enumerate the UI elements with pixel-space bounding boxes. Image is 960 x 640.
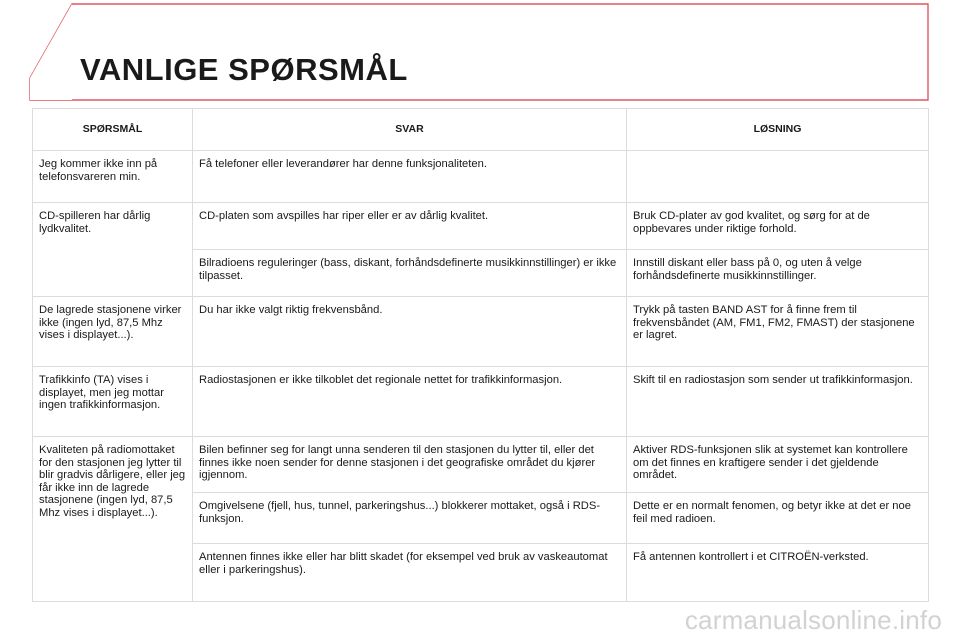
answer-text: Radiostasjonen er ikke tilkoblet det regionale nettet for trafikkinformasjon. bbox=[199, 374, 563, 386]
solution-text: Trykk på tasten BAND AST for å finne frem til frekvensbåndet (AM, FM1, FM2, FMAST) der stasjonene er lagret. bbox=[633, 304, 915, 342]
table-row bbox=[33, 437, 929, 493]
table-row bbox=[33, 367, 929, 437]
solution-text: Innstill diskant eller bass på 0, og uten å velge forhåndsdefinerte musikkinnstillinger. bbox=[633, 257, 862, 282]
answer-cell bbox=[193, 203, 627, 250]
answer-text: Bilen befinner seg for langt unna senderen til den stasjonen du lytter til, eller det finnes ikke noen sender for denne stasjonen i det geografiske området du kjører igjennom. bbox=[199, 444, 596, 482]
answer-text: Du har ikke valgt riktig frekvensbånd. bbox=[199, 304, 383, 316]
question-cell bbox=[33, 297, 193, 367]
solution-text: Skift til en radiostasjon som sender ut trafikkinformasjon. bbox=[633, 374, 913, 386]
solution-cell bbox=[627, 250, 929, 297]
table-row bbox=[33, 203, 929, 250]
watermark-text: carmanualsonline.info bbox=[684, 605, 942, 635]
question-text: Trafikkinfo (TA) vises i displayet, men jeg mottar ingen trafikkinformasjon. bbox=[39, 374, 164, 412]
question-cell bbox=[33, 151, 193, 203]
answer-cell bbox=[193, 437, 627, 493]
solution-cell bbox=[627, 151, 929, 203]
column-header-answer: SVAR bbox=[193, 109, 627, 151]
table-row bbox=[33, 297, 929, 367]
answer-cell bbox=[193, 367, 627, 437]
solution-cell bbox=[627, 493, 929, 544]
answer-text: Få telefoner eller leverandører har denne funksjonaliteten. bbox=[199, 158, 487, 170]
question-cell bbox=[33, 437, 193, 602]
solution-cell bbox=[627, 203, 929, 250]
column-header-solution: LØSNING bbox=[627, 109, 929, 151]
question-cell bbox=[33, 203, 193, 297]
answer-text: Bilradioens reguleringer (bass, diskant, forhåndsdefinerte musikkinnstillinger) er ikke tilpasset. bbox=[199, 257, 617, 282]
faq-table bbox=[32, 108, 929, 602]
question-text: Kvaliteten på radiomottaket for den stasjonen jeg lytter til blir gradvis dårligere, eller jeg får ikke inn de lagrede stasjonene (ingen lyd, 87,5 Mhz vises i displayet...). bbox=[39, 444, 186, 519]
question-text: Jeg kommer ikke inn på telefonsvareren min. bbox=[39, 158, 158, 183]
answer-cell bbox=[193, 544, 627, 602]
solution-text: Aktiver RDS-funksjonen slik at systemet kan kontrollere om det finnes en kraftigere sender i det gjeldende området. bbox=[633, 444, 908, 482]
column-header-question: SPØRSMÅL bbox=[33, 109, 193, 151]
solution-cell bbox=[627, 297, 929, 367]
answer-text: CD-platen som avspilles har riper eller er av dårlig kvalitet. bbox=[199, 210, 489, 222]
solution-cell bbox=[627, 437, 929, 493]
table-row bbox=[33, 151, 929, 203]
answer-text: Antennen finnes ikke eller har blitt skadet (for eksempel ved bruk av vaskeautomat eller i parkeringshus). bbox=[199, 551, 608, 576]
answer-cell bbox=[193, 493, 627, 544]
question-cell bbox=[33, 367, 193, 437]
question-text: CD-spilleren har dårlig lydkvalitet. bbox=[39, 210, 151, 235]
solution-text: Dette er en normalt fenomen, og betyr ikke at det er noe feil med radioen. bbox=[633, 500, 911, 525]
page-title: VANLIGE SPØRSMÅL bbox=[80, 52, 408, 87]
solution-cell bbox=[627, 367, 929, 437]
question-text: De lagrede stasjonene virker ikke (ingen lyd, 87,5 Mhz vises i displayet...). bbox=[39, 304, 182, 342]
solution-text: Få antennen kontrollert i et CITROËN-verksted. bbox=[633, 551, 869, 563]
answer-cell bbox=[193, 151, 627, 203]
answer-cell bbox=[193, 250, 627, 297]
solution-cell bbox=[627, 544, 929, 602]
table-header-row bbox=[33, 109, 929, 151]
solution-text: Bruk CD-plater av god kvalitet, og sørg for at de oppbevares under riktige forhold. bbox=[633, 210, 870, 235]
answer-cell bbox=[193, 297, 627, 367]
answer-text: Omgivelsene (fjell, hus, tunnel, parkeringshus...) blokkerer mottaket, også i RDS-funksjon. bbox=[199, 500, 601, 525]
